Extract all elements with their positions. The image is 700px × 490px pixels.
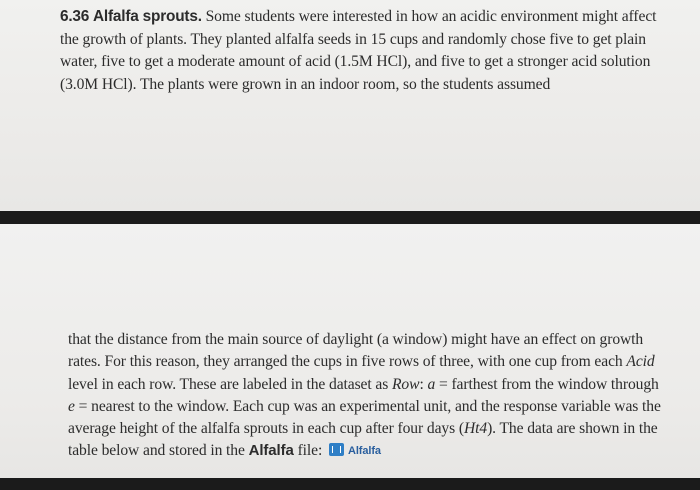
variable-e: e [68, 397, 75, 415]
text-segment: = nearest to the window. Each cup was an experimental unit, and the response variable was the average height of the alfalfa sprouts in each cup after four days ( [68, 397, 661, 438]
variable-acid: Acid [626, 353, 655, 371]
variable-a: a [427, 375, 436, 393]
file-name: Alfalfa [248, 442, 294, 460]
text-segment: level in each row. These are labeled in the dataset as [68, 375, 392, 393]
problem-title: Alfalfa sprouts. [92, 8, 202, 25]
text-segment: = farthest from the window through [435, 375, 659, 393]
text-segment: that the distance from the main source of daylight (a window) might have an effect on growth rates. For this reason, they arranged the cups in five rows of three, with one cup from each [68, 331, 644, 371]
problem-number: 6.36 [60, 8, 90, 25]
text-segment: ). The data are shown in the table below and stored in the [68, 420, 658, 460]
variable-row: Row [392, 375, 420, 393]
text-segment: file: [293, 442, 323, 460]
page-divider-top [0, 211, 700, 224]
page-divider-bottom [0, 478, 700, 490]
problem-intro-text: Some students were interested in how an acidic environment might affect the growth of plants. They planted alfalfa seeds in 15 cups and randomly chose five to get plain water, five to get a moderate amount of acid (1.5M HCl), and five to get a stronger acid solution (3.0M HCl). The plants were grown in an indoor room, so the students assumed [60, 8, 657, 93]
dataset-link[interactable]: Alfalfa [348, 445, 381, 458]
variable-ht4: Ht4 [463, 420, 488, 438]
problem-intro-paragraph [60, 6, 675, 96]
dataset-icon[interactable] [329, 443, 344, 456]
text-segment: : [419, 375, 428, 393]
problem-continuation-paragraph [68, 329, 668, 463]
